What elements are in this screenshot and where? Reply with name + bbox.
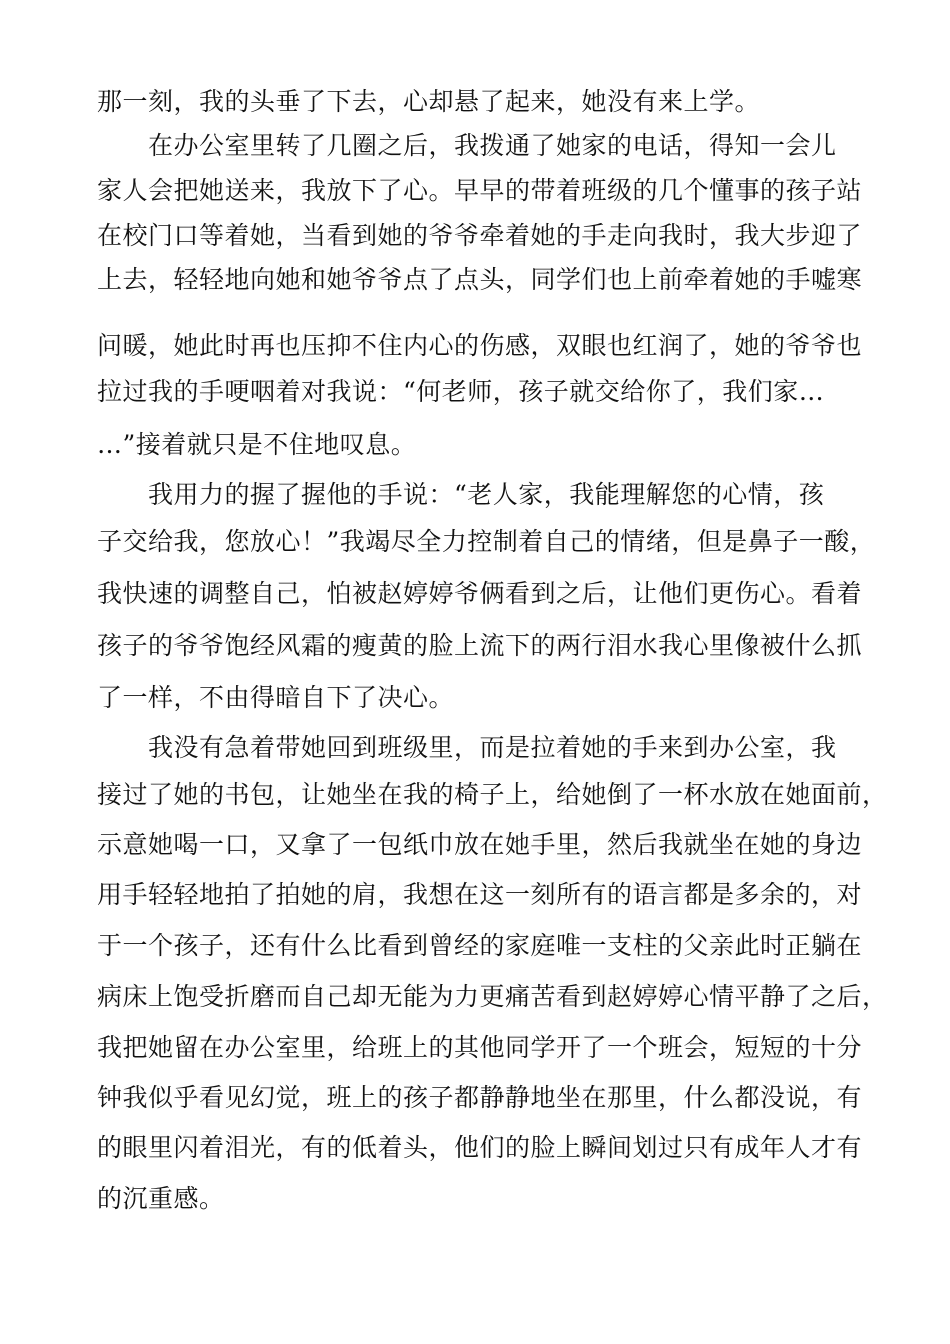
text-line: 了一样，不由得暗自下了决心。 (97, 683, 455, 712)
text-line: 孩子的爷爷饱经风霜的瘦黄的脸上流下的两行泪水我心里像被什么抓 (97, 631, 863, 660)
text-line: 问暖，她此时再也压抑不住内心的伤感，双眼也红润了，她的爷爷也 (97, 331, 863, 360)
text-line: 在校门口等着她，当看到她的爷爷牵着她的手走向我时，我大步迎了 (97, 221, 863, 250)
text-line: 那一刻，我的头垂了下去，心却悬了起来，她没有来上学。 (97, 87, 761, 116)
text-line: 病床上饱受折磨而自己却无能为力更痛苦看到赵婷婷心情平静了之后， (97, 982, 888, 1011)
text-line: …”接着就只是不住地叹息。 (97, 430, 417, 459)
text-line: 用手轻轻地拍了拍她的肩，我想在这一刻所有的语言都是多余的，对 (97, 880, 863, 909)
text-line: 上去，轻轻地向她和她爷爷点了点头，同学们也上前牵着她的手嘘寒 (97, 265, 863, 294)
text-line: 拉过我的手哽咽着对我说：“何老师，孩子就交给你了，我们家… (97, 377, 825, 406)
text-line: 家人会把她送来，我放下了心。早早的带着班级的几个懂事的孩子站 (97, 176, 863, 205)
text-line: 钟我似乎看见幻觉，班上的孩子都静静地坐在那里，什么都没说，有 (97, 1083, 863, 1112)
text-line: 于一个孩子，还有什么比看到曾经的家庭唯一支柱的父亲此时正躺在 (97, 931, 863, 960)
text-line: 我快速的调整自己，怕被赵婷婷爷俩看到之后，让他们更伤心。看着 (97, 579, 863, 608)
text-line: 的眼里闪着泪光，有的低着头，他们的脸上瞬间划过只有成年人才有 (97, 1133, 863, 1162)
text-line: 子交给我，您放心！”我竭尽全力控制着自己的情绪，但是鼻子一酸， (97, 527, 876, 556)
text-line: 我用力的握了握他的手说：“老人家，我能理解您的心情，孩 (148, 480, 825, 509)
text-line: 我没有急着带她回到班级里，而是拉着她的手来到办公室，我 (148, 733, 837, 762)
text-line: 示意她喝一口，又拿了一包纸巾放在她手里，然后我就坐在她的身边 (97, 830, 863, 859)
text-line: 我把她留在办公室里，给班上的其他同学开了一个班会，短短的十分 (97, 1033, 863, 1062)
text-line: 接过了她的书包，让她坐在我的椅子上，给她倒了一杯水放在她面前， (97, 780, 888, 809)
text-line: 的沉重感。 (97, 1184, 225, 1213)
text-line: 在办公室里转了几圈之后，我拨通了她家的电话，得知一会儿 (148, 131, 837, 160)
